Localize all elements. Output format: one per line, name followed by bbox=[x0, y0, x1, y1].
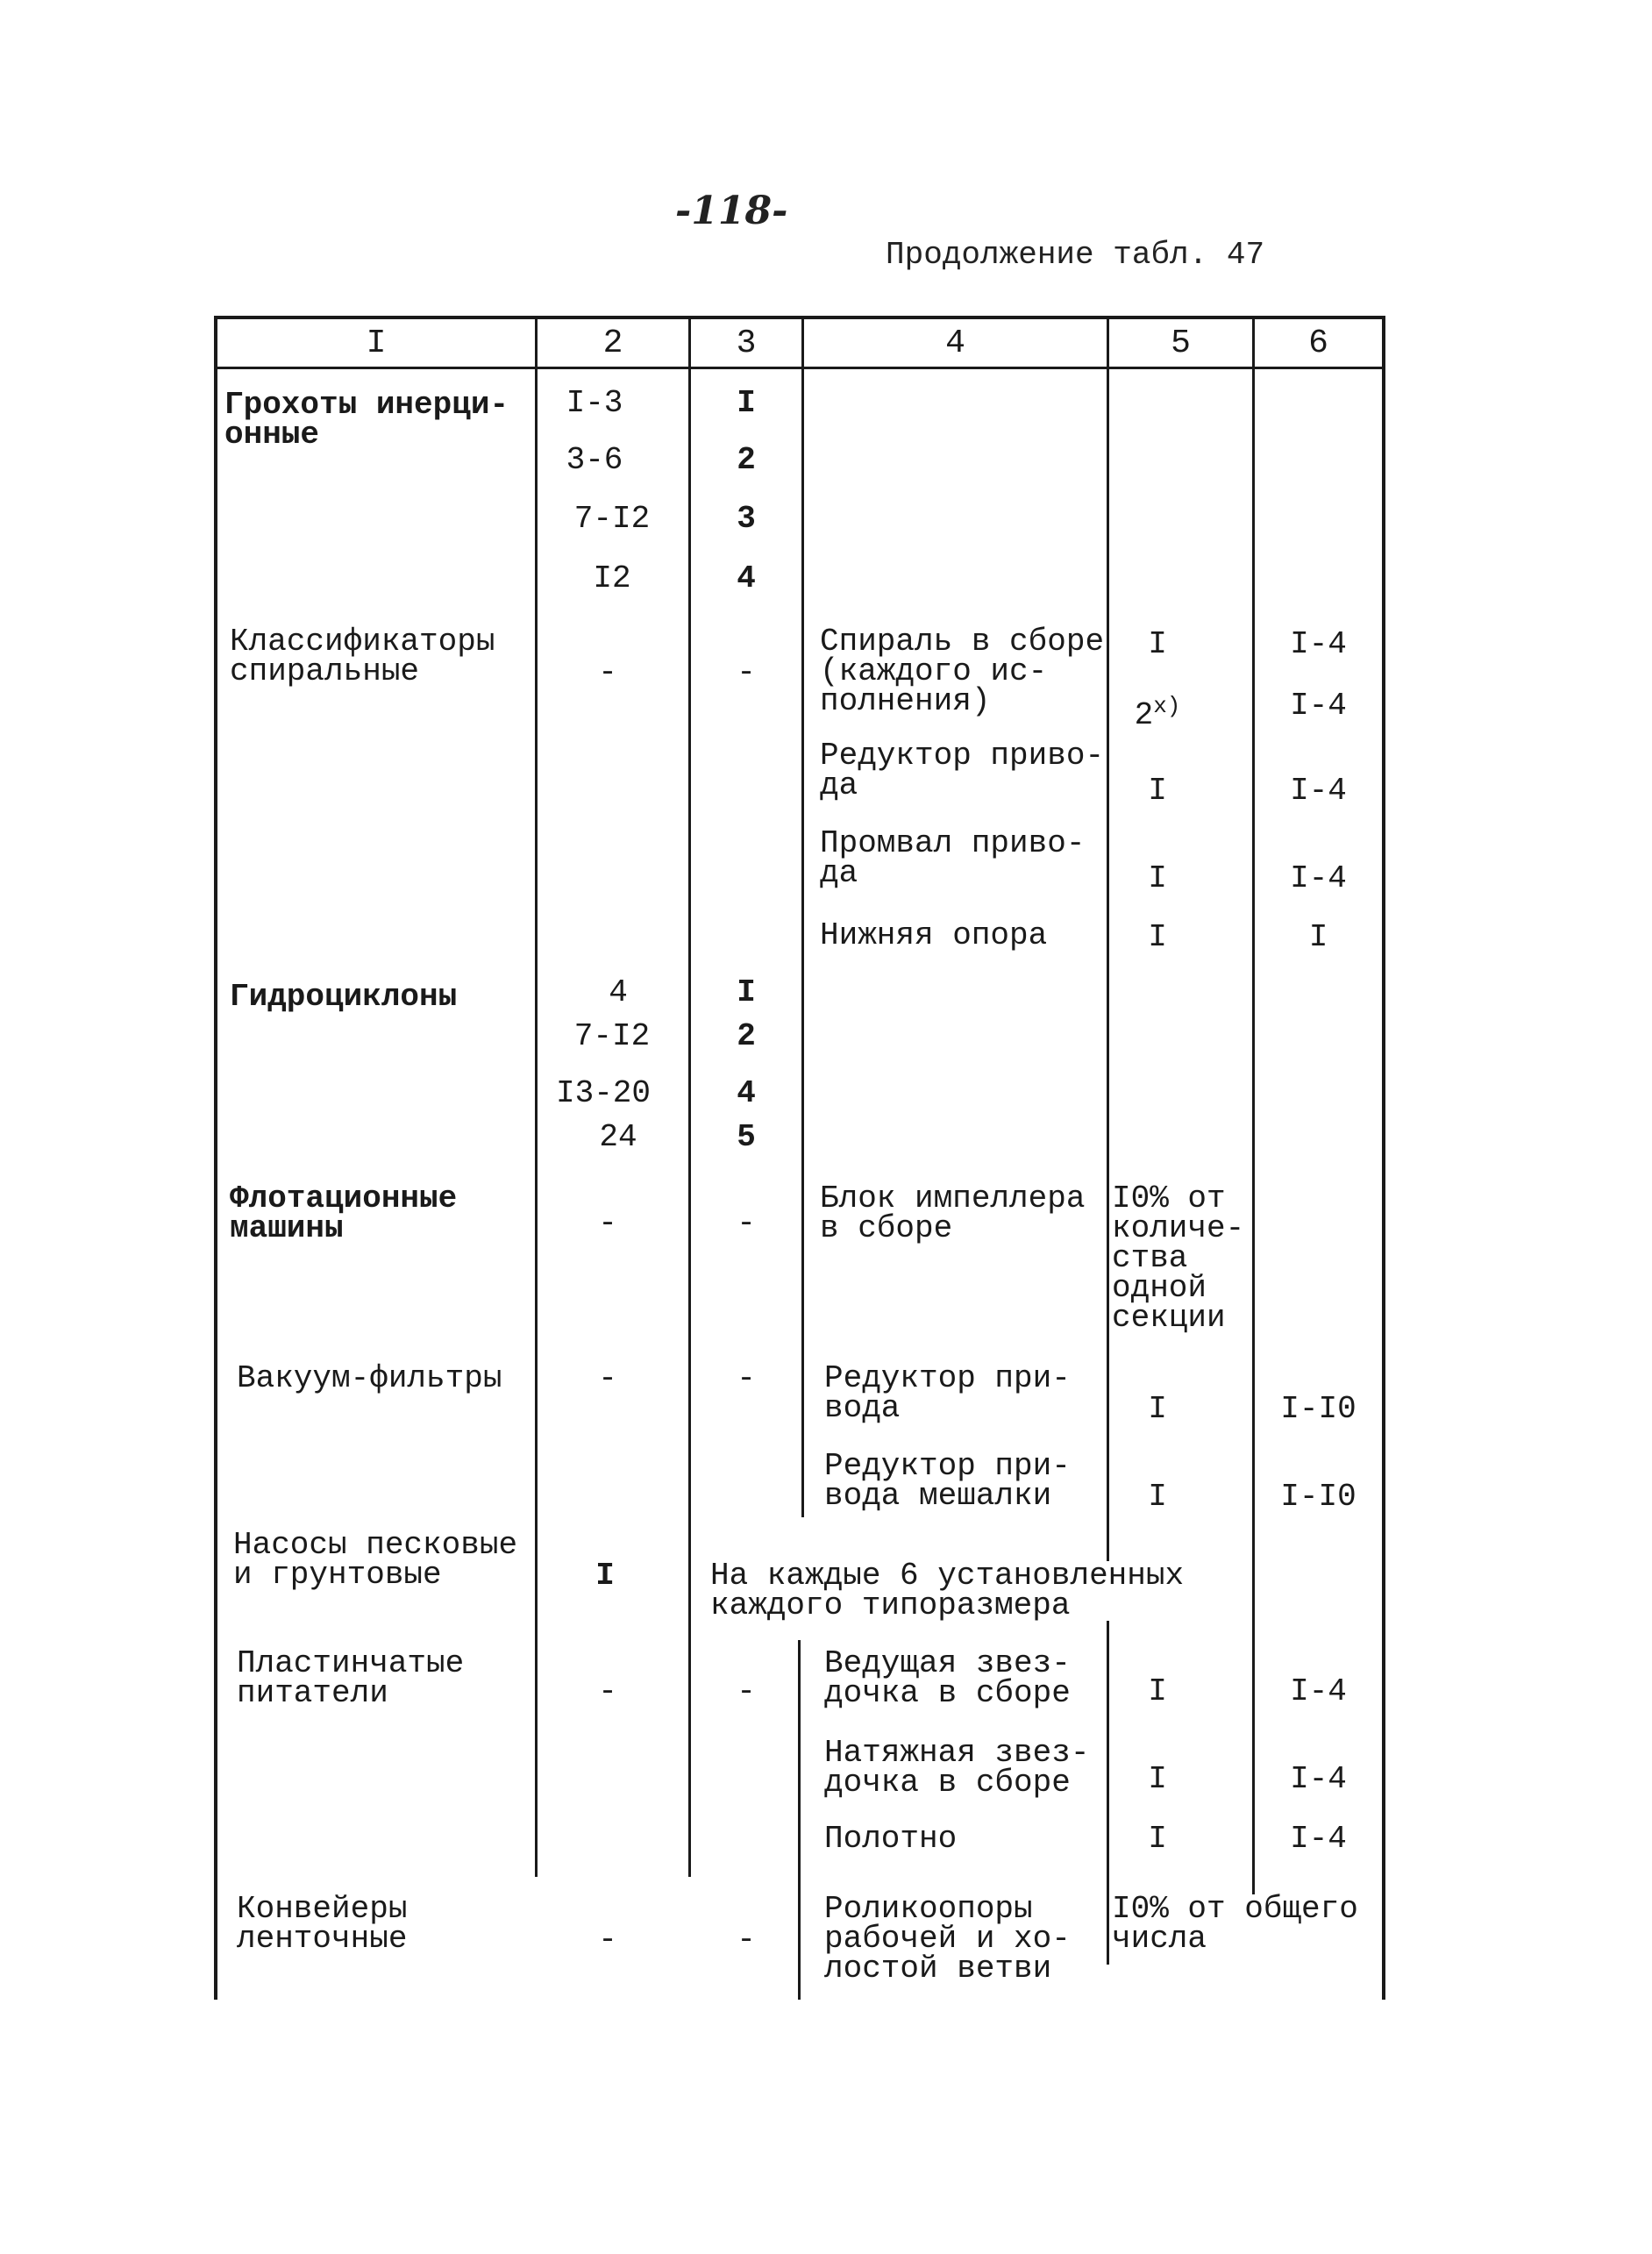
cell-col2: - bbox=[598, 1360, 617, 1396]
cell-col4: Редуктор приво- да bbox=[820, 738, 1105, 803]
cell-col4: Ведущая звез- дочка в сборе bbox=[824, 1645, 1071, 1711]
cell-col2: I-3 bbox=[566, 385, 623, 421]
cell-col5: I bbox=[1148, 1673, 1167, 1709]
cell-col5-6: I0% от общего числа bbox=[1112, 1891, 1358, 1957]
cell-col5: 2$^{x)}$ bbox=[1134, 693, 1181, 733]
cell-col3: - bbox=[737, 1922, 756, 1958]
cell-col5: I bbox=[1148, 1761, 1167, 1797]
cell-col5: I bbox=[1148, 1821, 1167, 1857]
cell-col5: I bbox=[1148, 860, 1167, 896]
cell-col4: Редуктор при- вода bbox=[824, 1360, 1071, 1426]
row-name: Вакуум-фильтры bbox=[237, 1360, 502, 1396]
cell-col4: Роликоопоры рабочей и хо- лостой ветви bbox=[824, 1891, 1071, 1987]
cell-col5: I bbox=[1148, 919, 1167, 955]
cell-col5: I0% от количе- ства одной секции bbox=[1112, 1180, 1245, 1336]
cell-col6: I bbox=[1308, 919, 1328, 955]
cell-col2: I2 bbox=[593, 560, 631, 596]
cell-col2: 7-I2 bbox=[573, 501, 651, 537]
cell-col2: I3-20 bbox=[555, 1075, 652, 1111]
cell-col4: Редуктор при- вода мешалки bbox=[824, 1448, 1071, 1514]
page-number: -118- bbox=[675, 189, 788, 233]
cell-col2: 7-I2 bbox=[573, 1018, 651, 1054]
row-note: На каждые 6 установленных каждого типоразмера bbox=[710, 1558, 1185, 1623]
row-name: Грохоты инерци- онные bbox=[224, 387, 509, 453]
cell-col4: Блок импеллера в сборе bbox=[820, 1180, 1086, 1246]
cell-col6: I-4 bbox=[1290, 626, 1347, 662]
cell-col6: I-I0 bbox=[1280, 1391, 1356, 1427]
cell-col3: - bbox=[737, 1673, 756, 1709]
cell-col2: 4 bbox=[609, 974, 628, 1010]
row-name: Насосы песковые и грунтовые bbox=[233, 1527, 518, 1593]
cell-col6: I-4 bbox=[1290, 688, 1347, 724]
cell-col5: I bbox=[1148, 773, 1167, 809]
row-name: Флотационные машины bbox=[230, 1180, 458, 1246]
cell-col6: I-I0 bbox=[1280, 1479, 1356, 1515]
header-col-6: 6 bbox=[1308, 325, 1328, 362]
cell-col6: I-4 bbox=[1290, 860, 1347, 896]
row-name: Классификаторы спиральные bbox=[230, 624, 495, 689]
cell-col5: I bbox=[1148, 626, 1167, 662]
row-name: Гидроциклоны bbox=[230, 979, 458, 1015]
cell-col3: - bbox=[737, 1205, 756, 1241]
cell-col2: - bbox=[598, 1205, 617, 1241]
cell-col6: I-4 bbox=[1290, 1761, 1347, 1797]
cell-col4: Полотно bbox=[824, 1821, 958, 1857]
cell-col4: Нижняя опора bbox=[820, 917, 1048, 953]
cell-col2: 24 bbox=[599, 1119, 637, 1155]
header-col-5: 5 bbox=[1171, 325, 1191, 362]
cell-col3: 5 bbox=[737, 1119, 756, 1155]
cell-col4: Натяжная звез- дочка в сборе bbox=[824, 1735, 1090, 1801]
row-name: Пластинчатые питатели bbox=[237, 1645, 465, 1711]
cell-col2: 3-6 bbox=[566, 442, 623, 478]
header-col-3: 3 bbox=[736, 325, 757, 362]
cell-col6: I-4 bbox=[1290, 1673, 1347, 1709]
row-name: Конвейеры ленточные bbox=[237, 1891, 408, 1957]
cell-col3: I bbox=[737, 385, 756, 421]
cell-col2: - bbox=[598, 1922, 617, 1958]
cell-col2: I bbox=[595, 1558, 615, 1594]
cell-col3: 2 bbox=[737, 1018, 756, 1054]
cell-col6: I-4 bbox=[1290, 1821, 1347, 1857]
header-col-1: I bbox=[366, 325, 387, 362]
cell-col4: Спираль в сборе (каждого ис- полнения) bbox=[820, 624, 1105, 719]
cell-col3: 4 bbox=[737, 1075, 756, 1111]
cell-col5: I bbox=[1148, 1391, 1167, 1427]
cell-col3: I bbox=[737, 974, 756, 1010]
cell-col2: - bbox=[598, 654, 617, 690]
header-col-2: 2 bbox=[602, 325, 623, 362]
cell-col3: 4 bbox=[737, 560, 756, 596]
cell-col3: 3 bbox=[737, 501, 756, 537]
cell-col4: Промвал приво- да bbox=[820, 825, 1086, 891]
cell-col6: I-4 bbox=[1290, 773, 1347, 809]
cell-col3: 2 bbox=[737, 442, 756, 478]
cell-col3: - bbox=[737, 654, 756, 690]
table-caption: Продолжение табл. 47 bbox=[886, 237, 1265, 273]
cell-col3: - bbox=[737, 1360, 756, 1396]
header-col-4: 4 bbox=[945, 325, 965, 362]
cell-col5: I bbox=[1148, 1479, 1167, 1515]
cell-col2: - bbox=[598, 1673, 617, 1709]
